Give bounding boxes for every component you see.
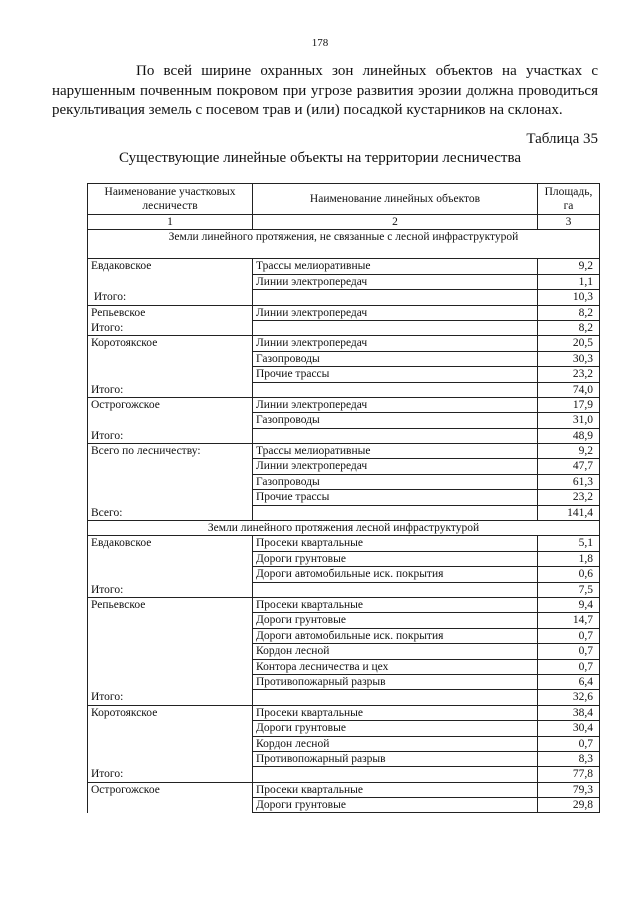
forestry-cell — [88, 628, 253, 643]
header-area: Площадь, га — [538, 184, 600, 215]
table-row — [88, 674, 600, 689]
object-cell: Линии электропередач — [253, 274, 538, 289]
forestry-cell — [88, 367, 253, 382]
forestry-cell — [88, 674, 253, 689]
object-cell: Газопроводы — [253, 413, 538, 428]
area-cell: 38,4 — [538, 705, 600, 720]
object-cell: Газопроводы — [253, 474, 538, 489]
total-row — [88, 428, 600, 443]
table-row — [88, 305, 600, 320]
object-cell: Противопожарный разрыв — [253, 674, 538, 689]
area-cell: 79,3 — [538, 782, 600, 797]
area-cell: 1,8 — [538, 551, 600, 566]
forestry-cell — [88, 274, 253, 289]
area-cell: 9,2 — [538, 259, 600, 274]
section-title: Земли линейного протяжения, не связанные с лесной инфраструктурой — [88, 230, 600, 259]
forestry-cell — [88, 721, 253, 736]
object-cell: Просеки квартальные — [253, 705, 538, 720]
area-cell: 20,5 — [538, 336, 600, 351]
table-row — [88, 736, 600, 751]
total-value: 141,4 — [538, 505, 600, 520]
table-row — [88, 259, 600, 274]
total-label: Итого: — [88, 767, 253, 782]
forestry-cell: Всего по лесничеству: — [88, 444, 253, 459]
area-cell: 0,7 — [538, 736, 600, 751]
forestry-cell — [88, 659, 253, 674]
object-cell: Противопожарный разрыв — [253, 751, 538, 766]
total-empty-cell — [253, 320, 538, 335]
object-cell: Дороги автомобильные иск. покрытия — [253, 567, 538, 582]
area-cell: 8,2 — [538, 305, 600, 320]
area-cell: 1,1 — [538, 274, 600, 289]
section-title-row — [88, 230, 600, 259]
forestry-cell — [88, 751, 253, 766]
table-row — [88, 459, 600, 474]
total-label: Итого: — [88, 428, 253, 443]
area-cell: 14,7 — [538, 613, 600, 628]
area-cell: 9,4 — [538, 597, 600, 612]
forestry-cell — [88, 413, 253, 428]
table-row — [88, 798, 600, 813]
table-number: Таблица 35 — [526, 131, 598, 147]
object-cell: Трассы мелиоративные — [253, 444, 538, 459]
object-cell: Просеки квартальные — [253, 597, 538, 612]
total-empty-cell — [253, 582, 538, 597]
object-cell: Просеки квартальные — [253, 782, 538, 797]
table-row — [88, 490, 600, 505]
forestry-cell — [88, 798, 253, 813]
area-cell: 5,1 — [538, 536, 600, 551]
object-cell: Линии электропередач — [253, 397, 538, 412]
forestry-cell: Острогожское — [88, 782, 253, 797]
object-cell: Прочие трассы — [253, 367, 538, 382]
object-cell: Прочие трассы — [253, 490, 538, 505]
area-cell: 30,3 — [538, 351, 600, 366]
table-row — [88, 782, 600, 797]
table-row — [88, 751, 600, 766]
area-cell: 9,2 — [538, 444, 600, 459]
table-row — [88, 336, 600, 351]
forestry-cell: Репьевское — [88, 305, 253, 320]
table-row — [88, 721, 600, 736]
table-body — [88, 184, 600, 813]
forestry-cell: Репьевское — [88, 597, 253, 612]
table-row — [88, 536, 600, 551]
total-value: 74,0 — [538, 382, 600, 397]
linear-objects-table — [87, 183, 600, 813]
forestry-cell: Острогожское — [88, 397, 253, 412]
table-row — [88, 613, 600, 628]
area-cell: 31,0 — [538, 413, 600, 428]
total-empty-cell — [253, 428, 538, 443]
table-caption: Существующие линейные объекты на территории лесничества — [119, 150, 521, 166]
area-cell: 0,7 — [538, 659, 600, 674]
area-cell: 0,7 — [538, 628, 600, 643]
forestry-cell: Евдаковское — [88, 536, 253, 551]
table-row — [88, 367, 600, 382]
area-cell: 30,4 — [538, 721, 600, 736]
total-label: Всего: — [88, 505, 253, 520]
area-cell: 23,2 — [538, 490, 600, 505]
table-row — [88, 597, 600, 612]
forestry-cell — [88, 567, 253, 582]
area-cell: 29,8 — [538, 798, 600, 813]
forestry-cell — [88, 551, 253, 566]
forestry-cell — [88, 644, 253, 659]
table-row — [88, 413, 600, 428]
table-row — [88, 351, 600, 366]
table-header-row — [88, 184, 600, 215]
forestry-cell — [88, 459, 253, 474]
total-empty-cell — [253, 690, 538, 705]
object-cell: Дороги автомобильные иск. покрытия — [253, 628, 538, 643]
col-number-2: 2 — [253, 215, 538, 230]
object-cell: Дороги грунтовые — [253, 613, 538, 628]
table-row — [88, 474, 600, 489]
area-cell: 0,6 — [538, 567, 600, 582]
total-value: 10,3 — [538, 290, 600, 305]
total-value: 77,8 — [538, 767, 600, 782]
total-label: Итого: — [88, 382, 253, 397]
col-number-3: 3 — [538, 215, 600, 230]
total-row — [88, 320, 600, 335]
table-row — [88, 274, 600, 289]
total-label: Итого: — [88, 320, 253, 335]
area-cell: 6,4 — [538, 674, 600, 689]
object-cell: Линии электропередач — [253, 336, 538, 351]
area-cell: 61,3 — [538, 474, 600, 489]
forestry-cell — [88, 613, 253, 628]
total-empty-cell — [253, 382, 538, 397]
total-label: Итого: — [88, 290, 253, 305]
object-cell: Кордон лесной — [253, 736, 538, 751]
total-value: 48,9 — [538, 428, 600, 443]
table-row — [88, 628, 600, 643]
object-cell: Линии электропередач — [253, 459, 538, 474]
col-number-1: 1 — [88, 215, 253, 230]
forestry-cell — [88, 490, 253, 505]
total-row — [88, 767, 600, 782]
object-cell: Просеки квартальные — [253, 536, 538, 551]
total-value: 7,5 — [538, 582, 600, 597]
total-row — [88, 290, 600, 305]
table-row — [88, 644, 600, 659]
total-empty-cell — [253, 767, 538, 782]
total-value: 8,2 — [538, 320, 600, 335]
object-cell: Контора лесничества и цех — [253, 659, 538, 674]
object-cell: Дороги грунтовые — [253, 798, 538, 813]
area-cell: 8,3 — [538, 751, 600, 766]
total-row — [88, 690, 600, 705]
table-row — [88, 705, 600, 720]
area-cell: 23,2 — [538, 367, 600, 382]
table-row — [88, 551, 600, 566]
total-label: Итого: — [88, 582, 253, 597]
section-title: Земли линейного протяжения лесной инфраструктурой — [88, 521, 600, 536]
total-empty-cell — [253, 290, 538, 305]
forestry-cell — [88, 474, 253, 489]
body-paragraph: По всей ширине охранных зон линейных объектов на участках с нарушенным почвенным покровом при угрозе развития эрозии должна проводиться рекультивация земель с посевом трав и (или) посадкой кустарников на склонах. — [52, 63, 598, 118]
column-number-row — [88, 215, 600, 230]
area-cell: 17,9 — [538, 397, 600, 412]
forestry-cell — [88, 736, 253, 751]
object-cell: Дороги грунтовые — [253, 551, 538, 566]
table-row — [88, 659, 600, 674]
forestry-cell: Коротоякское — [88, 705, 253, 720]
object-cell: Дороги грунтовые — [253, 721, 538, 736]
table-row — [88, 397, 600, 412]
total-row — [88, 582, 600, 597]
table-row — [88, 444, 600, 459]
forestry-cell — [88, 351, 253, 366]
forestry-cell: Евдаковское — [88, 259, 253, 274]
section-title-row — [88, 521, 600, 536]
total-row — [88, 382, 600, 397]
object-cell: Газопроводы — [253, 351, 538, 366]
total-label: Итого: — [88, 690, 253, 705]
object-cell: Линии электропередач — [253, 305, 538, 320]
page-number: 178 — [311, 37, 329, 49]
forestry-cell: Коротоякское — [88, 336, 253, 351]
object-cell: Кордон лесной — [253, 644, 538, 659]
area-cell: 0,7 — [538, 644, 600, 659]
total-empty-cell — [253, 505, 538, 520]
header-object: Наименование линейных объектов — [253, 184, 538, 215]
object-cell: Трассы мелиоративные — [253, 259, 538, 274]
table-row — [88, 567, 600, 582]
area-cell: 47,7 — [538, 459, 600, 474]
total-row — [88, 505, 600, 520]
total-value: 32,6 — [538, 690, 600, 705]
header-forestry: Наименование участковых лесничеств — [88, 184, 253, 215]
